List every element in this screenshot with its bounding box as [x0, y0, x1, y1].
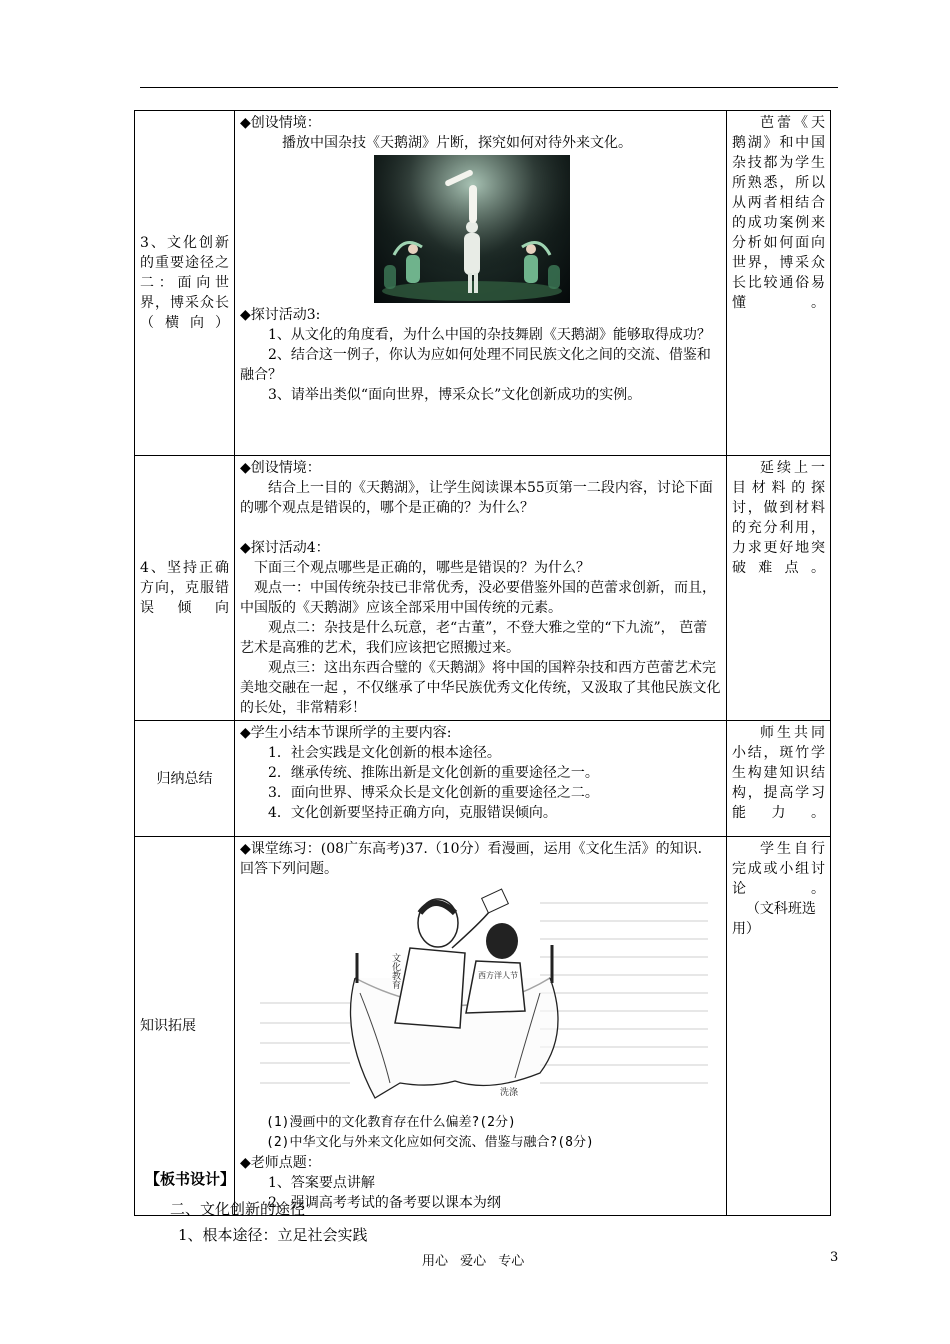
activity-heading: ◆探讨活动3:	[240, 307, 321, 323]
summary-item: 4．文化创新要坚持正确方向，克服错误倾向。	[268, 805, 557, 821]
summary-item: 1．社会实践是文化创新的根本途径。	[268, 745, 501, 761]
viewpoint: 观点三：这出东西合璧的《天鹅湖》将中国的国粹杂技和西方芭蕾艺术完美地交融在一起 ，不仅继承了中华民族优秀文化传统，又汲取了其他民族文化的长处，非常精彩！	[240, 660, 721, 716]
table-row	[135, 837, 831, 1216]
teacher-item: 1、答案要点讲解	[268, 1175, 375, 1191]
page-number: 3	[830, 1250, 839, 1265]
acrobatics-swan-lake-photo	[374, 155, 570, 303]
activity-item: 2、结合这一例子，你认为应如何处理不同民族文化之间的交流、借鉴和融合？	[240, 347, 711, 383]
cartoon-label-west: 西方洋人节	[478, 971, 518, 980]
topic-cell: 3、文化创新的重要途径之二：面向世界，博采众长（横向）	[135, 111, 235, 456]
scene-heading: ◆创设情境：	[240, 115, 321, 131]
spacer	[240, 518, 721, 538]
lesson-plan-table	[134, 110, 831, 1216]
topic-cell: 知识拓展	[135, 837, 235, 1216]
board-line: 二、文化创新的途径	[170, 1200, 306, 1218]
activity-heading: ◆探讨活动4：	[240, 540, 330, 556]
content-cell	[235, 456, 727, 721]
cartoon-label-education: 文化教育	[390, 953, 400, 989]
activity-item: 1、从文化的角度看，为什么中国的杂技舞剧《天鹅湖》能够取得成功？	[268, 327, 711, 343]
header-rule	[140, 87, 838, 88]
note-text-2: （文科班选用）	[731, 901, 816, 937]
summary-item: 3．面向世界、博采众长是文化创新的重要途径之二。	[268, 785, 599, 801]
note-text: 学生自行完成或小组讨论。	[731, 841, 825, 897]
board-line: 1、根本途径：立足社会实践	[178, 1226, 368, 1244]
cartoon-illustration	[240, 883, 710, 1113]
teacher-item: 2、强调高考考试的备考要以课本为纲	[268, 1195, 501, 1211]
note-cell	[726, 837, 830, 1216]
activity-item: 3、请举出类似“面向世界，博采众长”文化创新成功的实例。	[268, 387, 642, 403]
question-item: (2)中华文化与外来文化应如何交流、借鉴与融合?(8分)	[266, 1135, 594, 1150]
note-cell: 延续上一目材料的探讨，做到材料的充分利用，力求更好地突破难点。	[726, 456, 830, 721]
scene-text: 播放中国杂技《天鹅湖》片断，探究如何对待外来文化。	[282, 135, 632, 151]
table-row	[135, 456, 831, 721]
scene-heading: ◆创设情境：	[240, 460, 321, 476]
content-cell	[235, 837, 727, 1216]
footer-motto: 用心 爱心 专心	[422, 1254, 525, 1269]
activity-intro: 下面三个观点哪些是正确的，哪些是错误的？为什么？	[254, 560, 590, 576]
viewpoint: 观点二：杂技是什么玩意，老“古董”，不登大雅之堂的“下九流”， 芭蕾艺术是高雅的艺术，我们应该把它照搬过来。	[240, 620, 708, 656]
summary-item: 2．继承传统、推陈出新是文化创新的重要途径之一。	[268, 765, 599, 781]
exercise-text: ◆课堂练习：(08广东高考)37.（10分）看漫画，运用《文化生活》的知识．回答下列问题。	[240, 841, 712, 877]
topic-cell: 4、坚持正确方向，克服错误倾向	[135, 456, 235, 721]
note-cell: 师生共同小结，斑竹学生构建知识结构，提高学习能力。	[726, 721, 830, 837]
scene-text: 结合上一目的《天鹅湖》，让学生阅读课本55页第一二段内容，讨论下面的哪个观点是错误的，哪个是正确的？为什么？	[240, 480, 713, 516]
cartoon-label-wash: 洗涤	[500, 1088, 519, 1098]
summary-heading: ◆学生小结本节课所学的主要内容:	[240, 725, 452, 741]
topic-cell: 归纳总结	[135, 721, 235, 837]
content-cell	[235, 721, 727, 837]
content-cell	[235, 111, 727, 456]
note-cell: 芭蕾《天鹅湖》和中国杂技都为学生所熟悉，所以从两者相结合的成功案例来分析如何面向世界，博采众长比较通俗易懂。	[726, 111, 830, 456]
board-design-title: 【板书设计】	[145, 1170, 236, 1188]
teacher-heading: ◆老师点题：	[240, 1155, 321, 1171]
viewpoint: 观点一：中国传统杂技已非常优秀，没必要借鉴外国的芭蕾求创新，而且，中国版的《天鹅湖》应该全部采用中国传统的元素。	[240, 580, 716, 616]
table-row	[135, 111, 831, 456]
question-item: (1)漫画中的文化教育存在什么偏差?(2分)	[266, 1115, 516, 1130]
table-row	[135, 721, 831, 837]
